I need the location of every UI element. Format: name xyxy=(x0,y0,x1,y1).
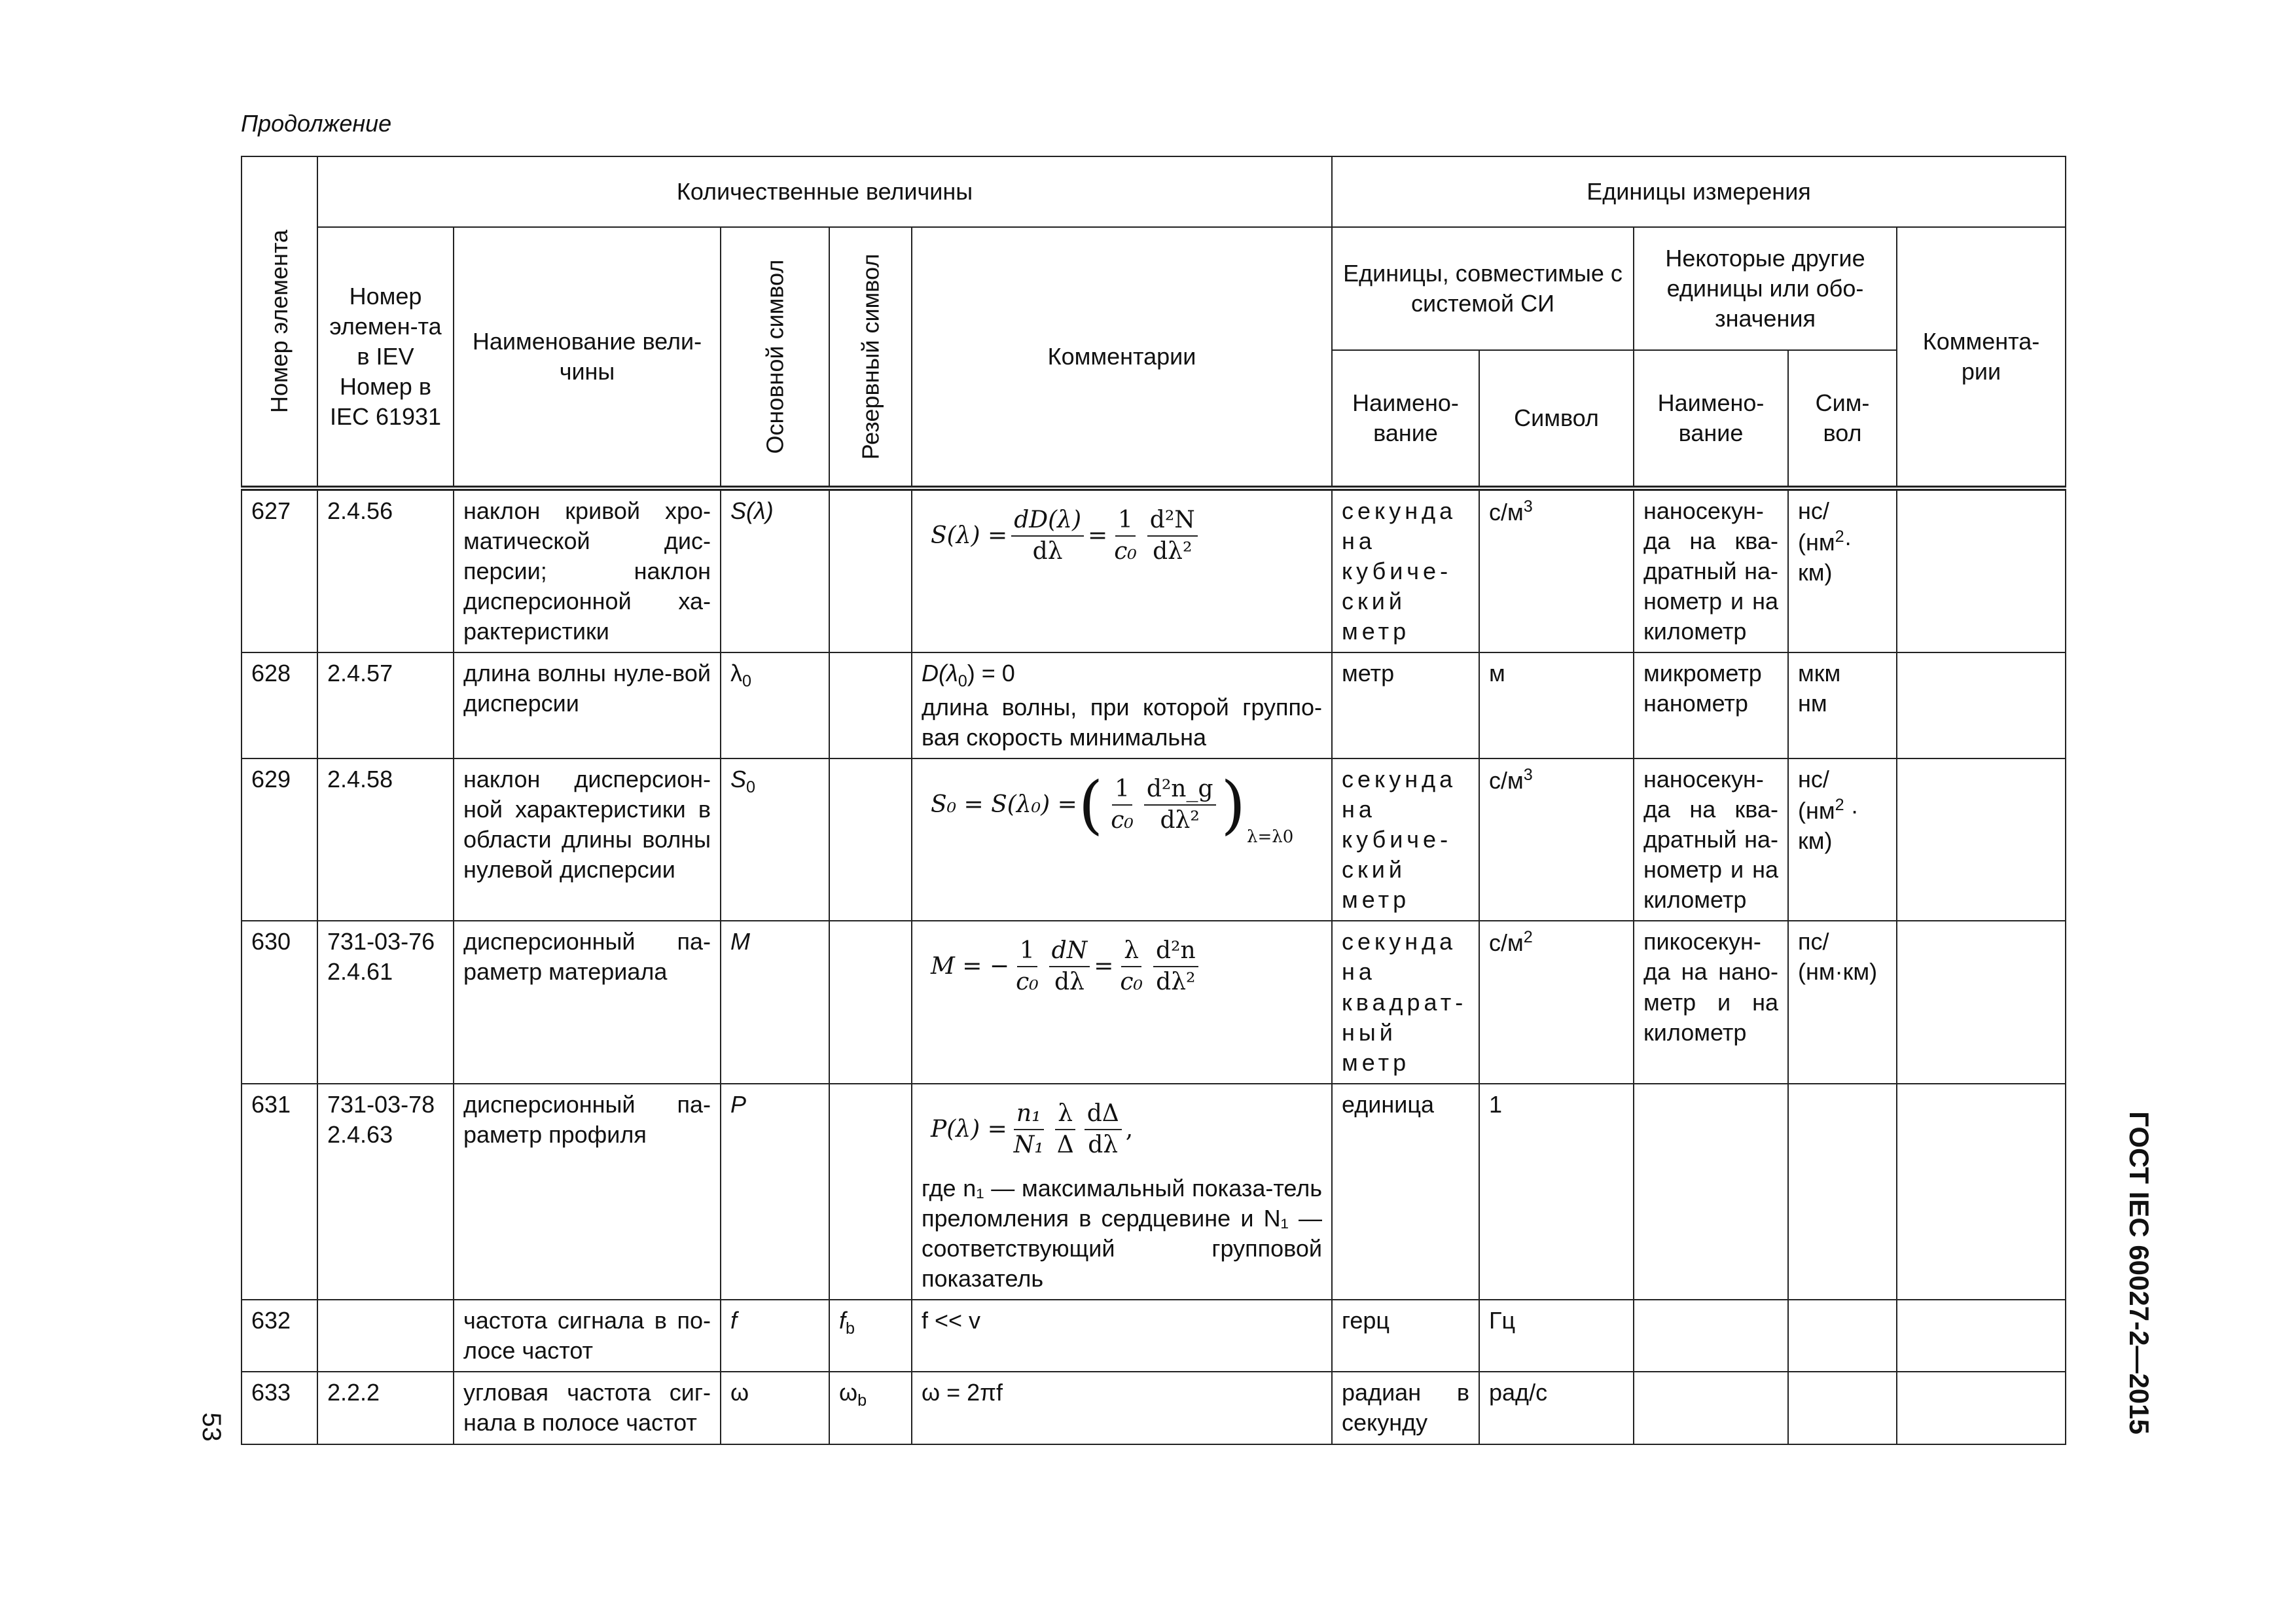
row-main-symbol: $\lambda_0$ xyxy=(721,652,829,758)
row-name: угловая частота сиг-нала в полосе частот xyxy=(454,1372,721,1444)
row-main-symbol: P xyxy=(721,1084,829,1300)
quantities-table xyxy=(241,156,2066,1445)
row-main-symbol: S(λ) xyxy=(721,488,829,652)
row-other-name: микрометр нанометр xyxy=(1634,652,1788,758)
row-number: 632 xyxy=(242,1300,317,1372)
header-unit-comments: Коммента-рии xyxy=(1897,227,2066,488)
row-other-symbol: мкм нм xyxy=(1788,652,1897,758)
row-si-name: герц xyxy=(1332,1300,1479,1372)
row-number: 630 xyxy=(242,921,317,1083)
row-other-name: пикосекун-да на нано-метр и на километр xyxy=(1634,921,1788,1083)
table-row xyxy=(242,652,2066,758)
table-row xyxy=(242,488,2066,652)
row-si-name: секунда на кубиче-ский метр xyxy=(1332,758,1479,921)
header-iev-number: Номер элемен-та в IEV Номер в IEC 61931 xyxy=(317,227,454,488)
row-main-symbol: $S_0$ xyxy=(721,758,829,921)
header-units: Единицы измерения xyxy=(1332,156,2066,227)
row-comment: ω = 2πf xyxy=(912,1372,1332,1444)
row-si-name: радиан в секунду xyxy=(1332,1372,1479,1444)
row-number: 631 xyxy=(242,1084,317,1300)
table-row xyxy=(242,1084,2066,1300)
row-number: 633 xyxy=(242,1372,317,1444)
row-name: наклон дисперсион-ной характеристики в области длины волны нулевой дисперсии xyxy=(454,758,721,921)
row-other-symbol: нс/ ($нм^2$ · км) xyxy=(1788,758,1897,921)
header-element-number: Номер элемента xyxy=(242,156,317,488)
header-quantity-name: Наименование вели-чины xyxy=(454,227,721,488)
row-si-symbol: м xyxy=(1479,652,1634,758)
row-other-name xyxy=(1634,1372,1788,1444)
row-reserve-symbol xyxy=(829,488,912,652)
row-reserve-symbol xyxy=(829,652,912,758)
document-standard-title: ГОСТ IEC 60027-2—2015 xyxy=(2124,1111,2155,1435)
row-reserve-symbol: $\omega_b$ xyxy=(829,1372,912,1444)
row-si-name: секунда на кубиче-ский метр xyxy=(1332,488,1479,652)
row-comment: $D(\lambda_0) = 0$ длина волны, при которой группо-вая скорость минимальна xyxy=(912,652,1332,758)
row-comment xyxy=(912,921,1332,1083)
row-other-symbol: пс/ (нм·км) xyxy=(1788,921,1897,1083)
row-comment: f << v xyxy=(912,1300,1332,1372)
row-si-symbol: рад/с xyxy=(1479,1372,1634,1444)
row-name: наклон кривой хро-матической дис-персии; наклон дисперсионной ха-рактеристики xyxy=(454,488,721,652)
row-comment: P(λ) = $\frac{\text{n₁}}{\text{N₁}}$ $\frac{\lambda}{\Delta}$ $\frac{d\Delta}{d\lambda}$ , где n₁ — максимальный показа-тель преломления в сердцевине и N₁ — соответствующий групповой показатель xyxy=(912,1084,1332,1300)
row-unit-comment xyxy=(1897,758,2066,921)
row-name: дисперсионный па-раметр профиля xyxy=(454,1084,721,1300)
formula-627: S(λ) = $\frac{dD(\lambda)}{d\lambda}$ = $\frac{1}{\text{c₀}}$ $\frac{\text{d²N}}{\text{dλ²}}$ xyxy=(922,496,1322,571)
row-iev xyxy=(317,1300,454,1372)
formula-630: M = − $\frac{1}{\text{c₀}}$ $\frac{dN}{d\lambda}$ = $\frac{\lambda}{\text{c₀}}$ $\frac{\text{d²n}}{\text{dλ²}}$ xyxy=(922,927,1322,1001)
table-row xyxy=(242,1300,2066,1372)
row-name: дисперсионный па-раметр материала xyxy=(454,921,721,1083)
header-si-name: Наимено-вание xyxy=(1332,350,1479,488)
row-name: длина волны нуле-вой дисперсии xyxy=(454,652,721,758)
row-other-symbol xyxy=(1788,1372,1897,1444)
continuation-label: Продолжение xyxy=(241,110,392,137)
row-other-name: наносекун-да на ква-дратный на-нометр и на километр xyxy=(1634,758,1788,921)
row-iev: 2.4.57 xyxy=(317,652,454,758)
row-reserve-symbol xyxy=(829,758,912,921)
header-reserve-symbol: Резервный символ xyxy=(829,227,912,488)
row-reserve-symbol xyxy=(829,921,912,1083)
table-row xyxy=(242,758,2066,921)
formula-629: S₀ = S(λ₀) = ( $\frac{1}{\text{c₀}}$ $\frac{\text{d²n\_g}}{\text{dλ²}}$ ) λ=λ0 xyxy=(931,768,1294,847)
row-main-symbol: f xyxy=(721,1300,829,1372)
row-other-name: наносекун-да на ква-дратный на-нометр и на километр xyxy=(1634,488,1788,652)
row-other-symbol: нс/ ($нм^2\cdot$ км) xyxy=(1788,488,1897,652)
row-other-symbol xyxy=(1788,1084,1897,1300)
header-quantities: Количественные величины xyxy=(317,156,1332,227)
row-iev: 2.2.2 xyxy=(317,1372,454,1444)
row-unit-comment xyxy=(1897,921,2066,1083)
row-unit-comment xyxy=(1897,1084,2066,1300)
row-comment xyxy=(912,758,1332,921)
row-number: 628 xyxy=(242,652,317,758)
row-reserve-symbol xyxy=(829,1084,912,1300)
row-main-symbol: ω xyxy=(721,1372,829,1444)
row-si-name: единица xyxy=(1332,1084,1479,1300)
row-number: 629 xyxy=(242,758,317,921)
header-main-symbol: Основной символ xyxy=(721,227,829,488)
header-other-units: Некоторые другие единицы или обо-значения xyxy=(1634,227,1897,350)
row-si-symbol: $с/м^3$ xyxy=(1479,758,1634,921)
row-iev: 731-03-76 2.4.61 xyxy=(317,921,454,1083)
formula-631: P(λ) = $\frac{\text{n₁}}{\text{N₁}}$ $\frac{\lambda}{\Delta}$ $\frac{d\Delta}{d\lambda}$ , xyxy=(931,1099,1134,1158)
row-iev: 2.4.58 xyxy=(317,758,454,921)
row-reserve-symbol: $f_b$ xyxy=(829,1300,912,1372)
row-si-symbol: $с/м^2$ xyxy=(1479,921,1634,1083)
row-name: частота сигнала в по-лосе частот xyxy=(454,1300,721,1372)
row-iev: 2.4.56 xyxy=(317,488,454,652)
row-main-symbol: M xyxy=(721,921,829,1083)
row-si-symbol: $с/м^3$ xyxy=(1479,488,1634,652)
row-si-symbol: 1 xyxy=(1479,1084,1634,1300)
header-si-units: Единицы, совместимые с системой СИ xyxy=(1332,227,1634,350)
row-si-symbol: Гц xyxy=(1479,1300,1634,1372)
page-number: 53 xyxy=(196,1412,226,1442)
header-si-symbol: Символ xyxy=(1479,350,1634,488)
row-other-name xyxy=(1634,1084,1788,1300)
row-number: 627 xyxy=(242,488,317,652)
row-other-symbol xyxy=(1788,1300,1897,1372)
table-row xyxy=(242,1372,2066,1444)
row-unit-comment xyxy=(1897,1372,2066,1444)
row-unit-comment xyxy=(1897,652,2066,758)
row-si-name: секунда на квадрат-ный метр xyxy=(1332,921,1479,1083)
row-iev: 731-03-78 2.4.63 xyxy=(317,1084,454,1300)
row-comment xyxy=(912,488,1332,652)
table-row xyxy=(242,921,2066,1083)
row-si-name: метр xyxy=(1332,652,1479,758)
row-unit-comment xyxy=(1897,488,2066,652)
header-other-name: Наимено-вание xyxy=(1634,350,1788,488)
header-other-symbol: Сим-вол xyxy=(1788,350,1897,488)
row-unit-comment xyxy=(1897,1300,2066,1372)
row-other-name xyxy=(1634,1300,1788,1372)
header-comments: Комментарии xyxy=(912,227,1332,488)
